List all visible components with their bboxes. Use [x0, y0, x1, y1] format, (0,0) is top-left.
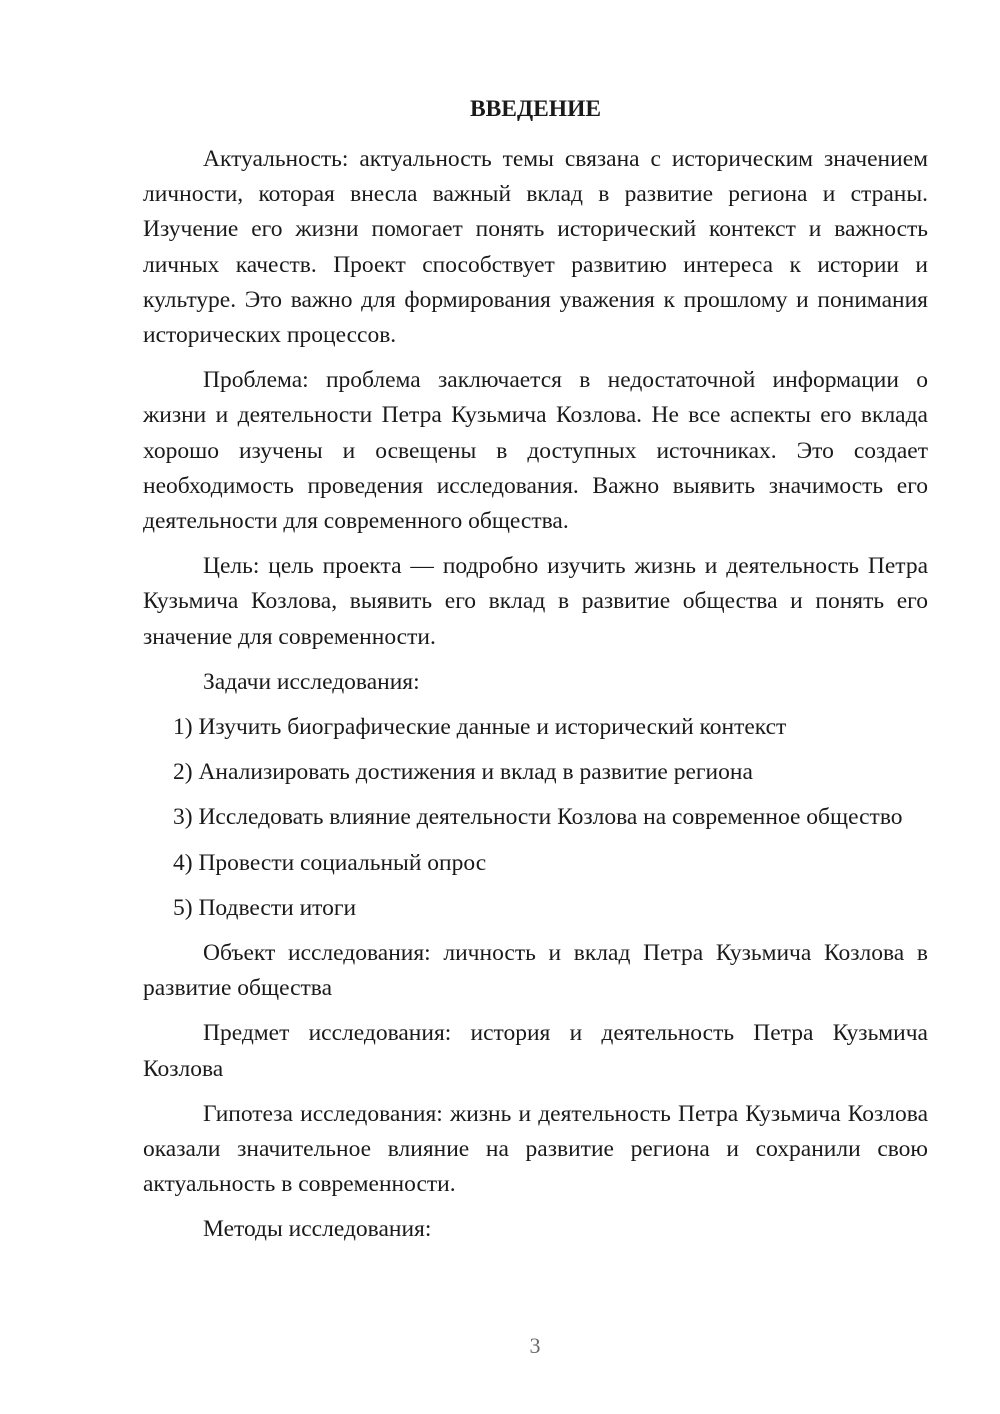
tasks-title: Задачи исследования:	[203, 668, 420, 695]
task-item: 3) Исследовать влияние деятельности Козлова на современное общество	[173, 804, 903, 831]
page-number: 3	[529, 1333, 541, 1358]
task-item: 1) Изучить биографические данные и исторический контекст	[173, 714, 787, 741]
problem-paragraph: Проблема: проблема заключается в недостаточной информации о жизни и деятельности Петра Кузьмича Козлова. Не все аспекты его вклада хорошо изучены и освещены в доступных источниках. Это создает необходимость проведения исследования. Важно выявить значимость его деятельности для современного общества.	[143, 367, 928, 535]
object-paragraph: Объект исследования: личность и вклад Петра Кузьмича Козлова в развитие общества	[143, 940, 928, 1002]
relevance-paragraph: Актуальность: актуальность темы связана с историческим значением личности, которая внесла важный вклад в развитие региона и страны. Изучение его жизни помогает понять исторический контекст и важность личных качеств. Проект способствует развитию интереса к истории и культуре. Это важно для формирования уважения к прошлому и понимания исторических процессов.	[143, 146, 928, 349]
hypothesis-paragraph: Гипотеза исследования: жизнь и деятельность Петра Кузьмича Козлова оказали значительное влияние на развитие региона и сохранили свою актуальность в современности.	[143, 1100, 928, 1198]
subject-paragraph: Предмет исследования: история и деятельность Петра Кузьмича Козлова	[143, 1020, 928, 1082]
page-heading: ВВЕДЕНИЕ	[469, 96, 602, 122]
task-item: 2) Анализировать достижения и вклад в развитие региона	[173, 759, 753, 786]
task-item: 5) Подвести итоги	[173, 894, 357, 921]
task-item: 4) Провести социальный опрос	[173, 849, 487, 876]
page-content	[143, 94, 928, 1248]
goal-paragraph: Цель: цель проекта — подробно изучить жизнь и деятельность Петра Кузьмича Козлова, выявить его вклад в развитие общества и понять его значение для современности.	[143, 553, 928, 650]
methods-title: Методы исследования:	[203, 1216, 432, 1243]
